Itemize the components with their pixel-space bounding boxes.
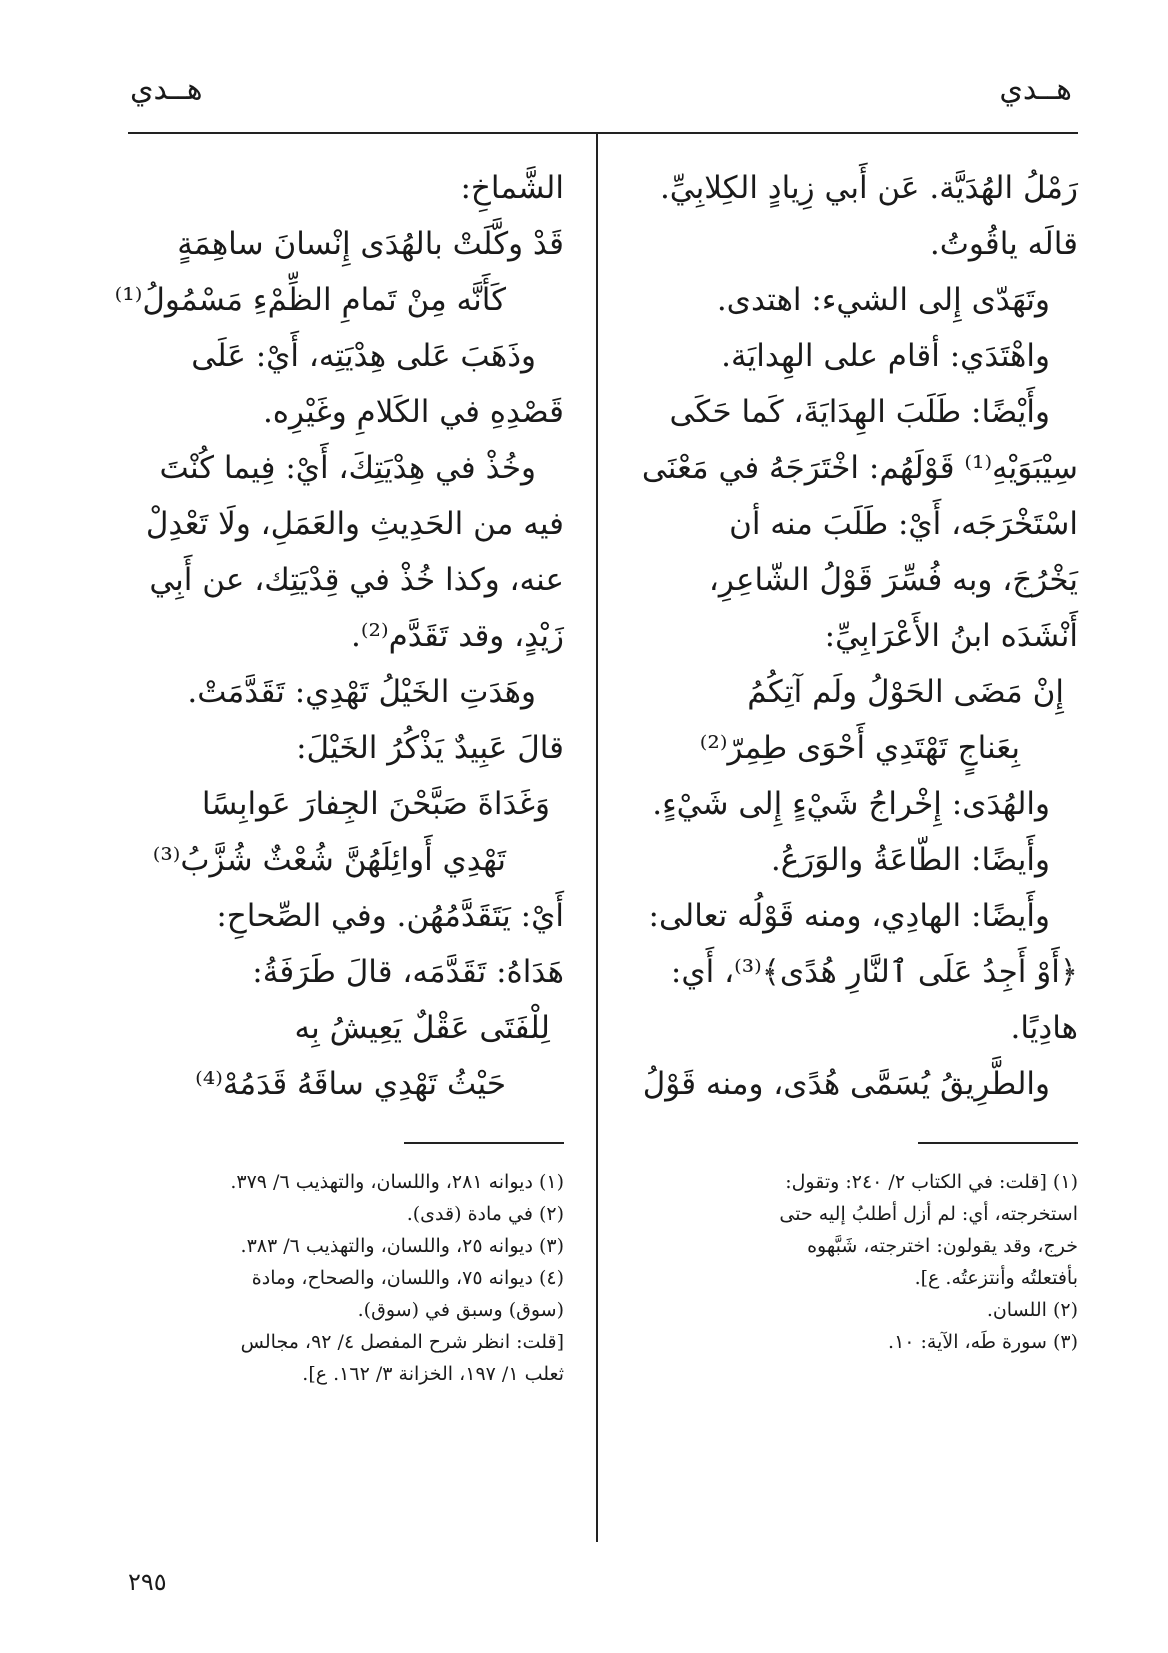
- footnote-line: (٢) في مادة (قدى).: [406, 1203, 564, 1225]
- text-line: اسْتَخْرَجَه، أَيْ: طَلَبَ منه أن: [729, 506, 1078, 542]
- left-column-body: [114, 160, 564, 1112]
- text-line: وأَيضًا: الهادِي، ومنه قَوْلُه تعالى:: [648, 898, 1050, 934]
- header-rule: [128, 132, 1078, 134]
- running-head-right: هــدي: [999, 72, 1072, 107]
- right-footnotes: [638, 1166, 1078, 1358]
- text-line: هَدَاهُ: تَقَدَّمَه، قالَ طَرَفَةُ:: [252, 954, 564, 990]
- text-line: فيه من الحَدِيثِ والعَمَلِ، ولَا تَعْدِلْ: [145, 506, 564, 542]
- text-line: زَيْدٍ، وقد تَقَدَّم⁽²⁾.: [351, 618, 564, 654]
- text-line: رَمْلُ الهُدَيَّة. عَن أَبي زِيادٍ الكِلابِيِّ.: [659, 170, 1078, 206]
- text-line: إِنْ مَضَى الحَوْلُ ولَم آتِكُمُ: [747, 674, 1064, 710]
- footnote-line: (١) ديوانه ٢٨١، واللسان، والتهذيب ٦/ ٣٧٩.: [230, 1171, 564, 1193]
- text-line: عنه، وكذا خُذْ في قِدْيَتِك، عن أَبِي: [149, 562, 564, 598]
- column-divider: [596, 132, 598, 1542]
- footnote-line: [قلت: انظر شرح المفصل ٤/ ٩٢، مجالس: [240, 1331, 564, 1353]
- right-column-body: [638, 160, 1078, 1112]
- left-footnote-rule: [404, 1142, 564, 1144]
- text-line: قَصْدِهِ في الكَلامِ وغَيْرِه.: [262, 394, 564, 430]
- left-footnotes: [128, 1166, 564, 1390]
- footnote-line: (٣) ديوانه ٢٥، واللسان، والتهذيب ٦/ ٣٨٣.: [240, 1235, 564, 1257]
- footnote-line: استخرجته، أي: لم أزل أطلبُ إليه حتى: [779, 1203, 1078, 1225]
- footnote-line: ثعلب ١/ ١٩٧، الخزانة ٣/ ١٦٢. ع].: [302, 1363, 564, 1385]
- footnote-line: (سوق) وسبق في (سوق).: [357, 1299, 564, 1321]
- text-line: كَأَنَّه مِنْ تَمامِ الظِّمْءِ مَسْمُولُ⁽¹⁾: [114, 282, 506, 318]
- text-line: هادِيًا.: [1010, 1010, 1078, 1046]
- footnote-line: (١) [قلت: في الكتاب ٢/ ٢٤٠: وتقول:: [785, 1171, 1078, 1193]
- text-line: أَنْشَدَه ابنُ الأَعْرَابِيِّ:: [824, 618, 1078, 654]
- text-line: وتَهَدّى إِلى الشيء: اهتدى.: [716, 282, 1050, 318]
- footnote-line: خرج، وقد يقولون: اخترجته، شَبَّهوه: [807, 1235, 1078, 1257]
- text-line: قَدْ وكَّلَتْ بالهُدَى إِنْسانَ ساهِمَةٍ: [177, 226, 564, 262]
- footnote-line: (٢) اللسان.: [986, 1299, 1078, 1321]
- running-head-left: هــدي: [130, 72, 203, 107]
- text-line: لِلْفَتَى عَقْلٌ يَعِيشُ بِه: [294, 1010, 550, 1046]
- page-number: ٢٩٥: [128, 1568, 167, 1596]
- text-line: وذَهَبَ عَلى هِدْيَتِه، أَيْ: عَلَى: [191, 338, 536, 374]
- text-line: ﴿أَوْ أَجِدُ عَلَى ٱلنَّارِ هُدًى﴾⁽³⁾، أَي:: [670, 954, 1078, 990]
- text-line: وهَدَتِ الخَيْلُ تَهْدِي: تَقَدَّمَتْ.: [187, 674, 536, 710]
- footnote-line: (٤) ديوانه ٧٥، واللسان، والصحاح، ومادة: [251, 1267, 564, 1289]
- text-line: يَخْرُجَ، وبه فُسِّرَ قَوْلُ الشّاعِرِ،: [708, 562, 1078, 598]
- text-line: وَغَدَاةَ صَبَّحْنَ الجِفارَ عَوابِسًا: [201, 786, 550, 822]
- footnote-line: بأفتعلتُه وأنتزعتُه. ع].: [914, 1267, 1078, 1289]
- left-column: [114, 160, 564, 1390]
- text-line: حَيْثُ تَهْدِي ساقَهُ قَدَمُهْ⁽⁴⁾: [195, 1066, 506, 1102]
- text-line: قالَ عَبِيدٌ يَذْكُرُ الخَيْلَ:: [296, 730, 564, 766]
- text-line: أَيْ: يَتَقَدَّمُهُن. وفي الصِّحاحِ:: [216, 898, 564, 934]
- text-line: سِيْبَوَيْهِ⁽¹⁾ قَوْلَهُم: اخْتَرَجَهُ في مَعْنَى: [641, 450, 1078, 486]
- text-line: وأَيضًا: الطّاعَةُ والوَرَعُ.: [770, 842, 1050, 878]
- text-line: والهُدَى: إِخْراجُ شَيْءٍ إِلى شَيْءٍ.: [652, 786, 1050, 822]
- text-line: بِعَناجٍ تَهْتَدِي أَحْوَى طِمِرّ⁽²⁾: [699, 730, 1020, 766]
- footnote-line: (٣) سورة طَه، الآية: ١٠.: [888, 1331, 1078, 1353]
- text-line: وأَيْضًا: طَلَبَ الهِدَايَةَ، كَما حَكَى: [669, 394, 1050, 430]
- text-line: واهْتَدَي: أقام على الهِدايَة.: [721, 338, 1050, 374]
- text-line: قالَه ياقُوتُ.: [929, 226, 1078, 262]
- right-column: [638, 160, 1078, 1358]
- text-line: الشَّماخِ:: [460, 170, 564, 206]
- right-footnote-rule: [918, 1142, 1078, 1144]
- text-line: تَهْدِي أَوائِلَهُنَّ شُعْثٌ شُزَّبُ⁽³⁾: [152, 842, 506, 878]
- text-line: والطَّرِيقُ يُسَمَّى هُدًى، ومنه قَوْلُ: [642, 1066, 1050, 1102]
- text-line: وخُذْ في هِدْيَتِكَ، أَيْ: فِيما كُنْتَ: [159, 450, 536, 486]
